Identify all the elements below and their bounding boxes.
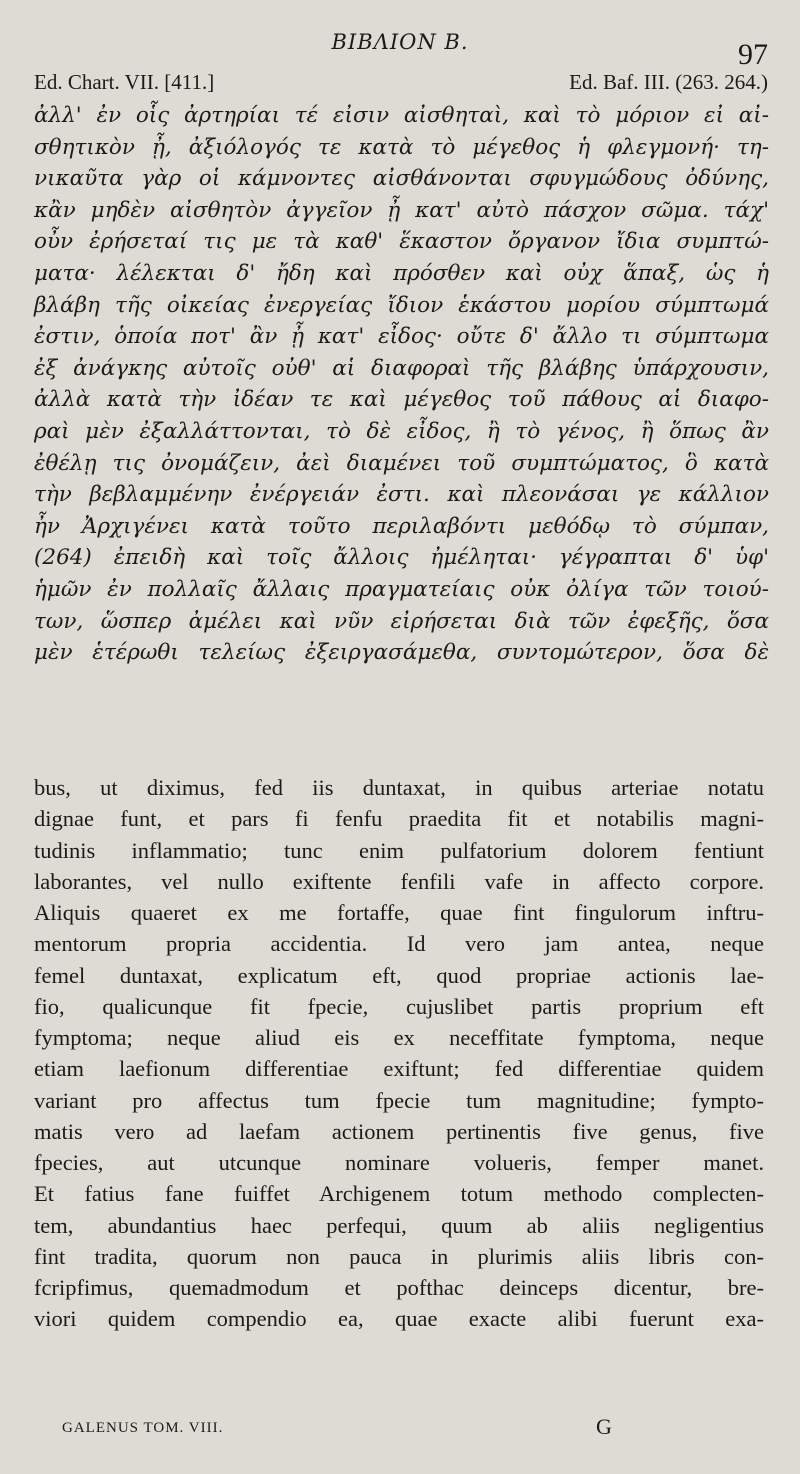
page-number: 97 — [738, 38, 768, 71]
latin-text-line: fio, qualicunque fit fpecie, cujuslibet partis proprium eft — [34, 993, 764, 1019]
printer-signature: GALENUS TOM. VIII. — [62, 1420, 224, 1436]
greek-text-line: τὴν βεβλαμμένην ἐνέργειάν ἐστι. καὶ πλεονάσαι γε κάλλιον — [34, 482, 769, 508]
latin-text-line: mentorum propria accidentia. Id vero jam antea, neque — [34, 931, 764, 957]
greek-text-line: ἀλλ' ἐν οἷς ἀρτηρίαι τέ εἰσιν αἰσθηταὶ, καὶ τὸ μόριον εἰ αἰ- — [34, 103, 769, 128]
greek-text-line: ἀλλὰ κατὰ τὴν ἰδέαν τε καὶ μέγεθος τοῦ πάθους αἱ διαφο- — [34, 387, 769, 413]
greek-text-line: οὖν ἐρήσεταί τις με τὰ καθ' ἕκαστον ὄργανον ἴδια συμπτώ- — [34, 229, 769, 255]
greek-text-line: των, ὥσπερ ἀμέλει καὶ νῦν εἰρήσεται διὰ τῶν ἐφεξῆς, ὅσα — [34, 608, 769, 634]
latin-text-line: fcripfimus, quemadmodum et pofthac deinceps dicentur, bre- — [34, 1275, 764, 1300]
greek-text-block — [34, 100, 769, 669]
greek-text-line: σθητικὸν ᾖ, ἀξιόλογός τε κατὰ τὸ μέγεθος ἡ φλεγμονή· τη- — [34, 134, 769, 160]
edition-chartier-reference: Ed. Chart. VII. [411.] — [34, 70, 215, 94]
latin-text-line: femel duntaxat, explicatum eft, quod propriae actionis lae- — [34, 962, 764, 988]
greek-text-line: νικαῦτα γὰρ οἱ κάμνοντες αἰσθάνονται σφυγμώδους ὀδύνης, — [34, 166, 769, 192]
latin-text-line: dignae funt, et pars fi fenfu praedita fit et notabilis magni- — [34, 806, 764, 832]
latin-text-line: fpecies, aut utcunque nominare volueris, femper manet. — [34, 1150, 764, 1175]
running-title: BIBΛΙΟΝ B. — [331, 30, 469, 54]
greek-text-line: κἂν μηδὲν αἰσθητὸν ἀγγεῖον ᾖ κατ' αὐτὸ πάσχον σῶμα. τάχ' — [34, 197, 769, 223]
greek-text-line: βλάβη τῆς οἰκείας ἐνεργείας ἴδιον ἑκάστου μορίου σύμπτωμά — [34, 292, 769, 318]
latin-text-line: fint tradita, quorum non pauca in plurimis aliis libris con- — [34, 1243, 764, 1269]
edition-basel-reference: Ed. Baf. III. (263. 264.) — [569, 70, 768, 94]
latin-text-line: matis vero ad laefam actionem pertinentis five genus, five — [34, 1118, 764, 1144]
latin-text-line: viori quidem compendio ea, quae exacte alibi fuerunt exa- — [34, 1306, 764, 1332]
latin-text-line: Et fatius fane fuiffet Archigenem totum methodo complecten- — [34, 1181, 764, 1207]
latin-text-line: fymptoma; neque aliud eis ex neceffitate fymptoma, neque — [34, 1025, 764, 1050]
greek-text-line: ἐθέλῃ τις ὀνομάζειν, ἀεὶ διαμένει τοῦ συμπτώματος, ὃ κατὰ — [34, 450, 769, 476]
latin-text-line: tudinis inflammatio; tunc enim pulfatorium dolorem fentiunt — [34, 837, 764, 863]
greek-text-line: ἦν Ἀρχιγένει κατὰ τοῦτο περιλαβόντι μεθόδῳ τὸ σύμπαν, — [34, 513, 769, 539]
greek-text-line: ραὶ μὲν ἐξαλλάττονται, τὸ δὲ εἶδος, ἢ τὸ γένος, ἢ ὅπως ἂν — [34, 418, 769, 444]
signature-mark: G — [596, 1414, 612, 1439]
latin-text-line: laborantes, vel nullo exiftente fenfili vafe in affecto corpore. — [34, 868, 764, 894]
latin-text-line: bus, ut diximus, fed iis duntaxat, in quibus arteriae notatu — [34, 775, 764, 800]
greek-text-line: (264) ἐπειδὴ καὶ τοῖς ἄλλοις ἠμέληται· γέγραπται δ' ὑφ' — [34, 545, 769, 571]
greek-text-line: ἐστιν, ὁποία ποτ' ἂν ᾖ κατ' εἶδος· οὔτε δ' ἄλλο τι σύμπτωμα — [34, 324, 769, 350]
latin-text-line: etiam laefionum differentiae exiftunt; fed differentiae quidem — [34, 1056, 764, 1082]
latin-text-line: Aliquis quaeret ex me fortaffe, quae fint fingulorum inftru- — [34, 900, 764, 925]
greek-text-line: μὲν ἑτέρωθι τελείως ἐξειργασάμεθα, συντομώτερον, ὅσα δὲ — [34, 640, 769, 666]
greek-text-line: ἐξ ἀνάγκης αὐτοῖς οὐθ' αἱ διαφοραὶ τῆς βλάβης ὑπάρχουσιν, — [34, 355, 769, 381]
latin-text-line: variant pro affectus tum fpecie tum magnitudine; fympto- — [34, 1087, 764, 1113]
latin-text-line: tem, abundantius haec perfequi, quum ab aliis negligentius — [34, 1212, 764, 1238]
greek-text-line: ματα· λέλεκται δ' ἤδη καὶ πρόσθεν καὶ οὐχ ἅπαξ, ὡς ἡ — [34, 260, 769, 286]
latin-text-block — [34, 772, 764, 1335]
greek-text-line: ἡμῶν ἐν πολλαῖς ἄλλαις πραγματείαις οὐκ ὀλίγα τῶν τοιού- — [34, 576, 769, 602]
